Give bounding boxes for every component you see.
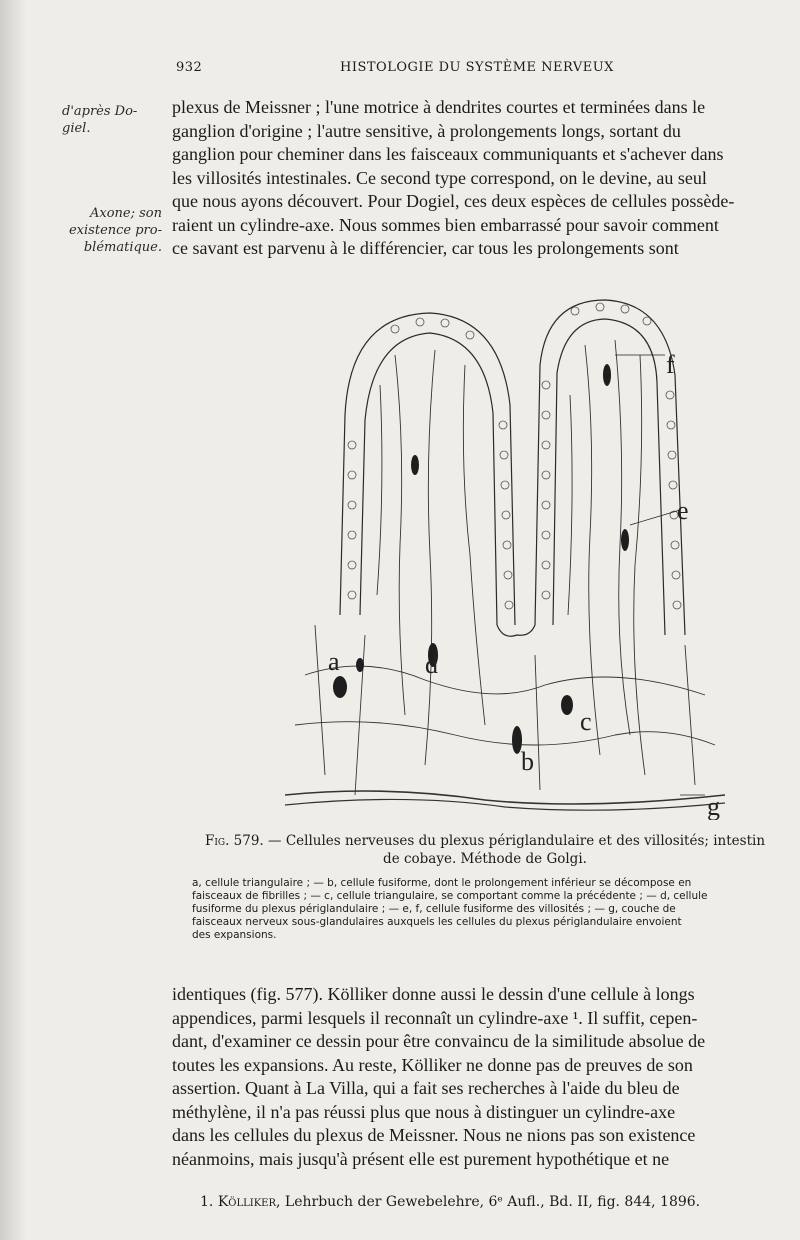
cell-c	[561, 695, 573, 715]
margin-note-line: blématique.	[83, 240, 162, 255]
margin-note-line: existence pro-	[68, 223, 162, 238]
margin-note-dogiel	[62, 103, 162, 137]
text-line: méthylène, il n'a pas réussi plus que nous à distinguer un cylindre-axe	[172, 1101, 676, 1122]
cell-a	[333, 676, 347, 698]
running-head: HISTOLOGIE DU SYSTÈME NERVEUX	[340, 60, 614, 75]
caption-title-1: — Cellules nerveuses du plexus périglandulaire et des villosités; intestin	[263, 833, 766, 849]
margin-note-line: giel.	[62, 121, 91, 136]
text-line: assertion. Quant à La Villa, qui a fait ses recherches à l'aide du bleu de	[172, 1078, 680, 1098]
crypt-outline	[497, 625, 535, 636]
label-a: a	[328, 647, 340, 676]
text-line: toutes les expansions. Au reste, Kölliker ne donne pas de preuves de son	[172, 1054, 693, 1075]
text-line: plexus de Meissner ; l'une motrice à dendrites courtes et terminées dans le	[172, 97, 706, 117]
label-e: e	[677, 496, 689, 525]
text-line: que nous ayons découvert. Pour Dogiel, ces deux espèces de cellules possède-	[172, 191, 735, 211]
text-line: raient un cylindre-axe. Nous sommes bien embarrassé pour savoir comment	[172, 214, 719, 235]
footnote-marker: 1.	[200, 1194, 218, 1210]
text-line: ganglion pour cheminer dans les faisceaux communiquants et s'achever dans	[172, 144, 724, 164]
margin-note-line: d'après Do-	[62, 104, 138, 119]
legend-line: faisceaux de fibrilles ; — c, cellule triangulaire, se comportant comme la précédente ; — d, cellule	[192, 890, 708, 902]
text-line: dant, d'examiner ce dessin pour être convaincu de la similitude absolue de	[172, 1031, 706, 1051]
figure-legend	[192, 877, 780, 942]
page-edge-shadow	[0, 0, 26, 1240]
paragraph-top	[172, 96, 782, 261]
label-b: b	[521, 747, 534, 776]
text-line: ganglion d'origine ; l'autre sensitive, à prolongements longs, sortant du	[172, 120, 681, 141]
cell-f	[603, 364, 611, 386]
text-line: identiques (fig. 577). Kölliker donne aussi le dessin d'une cellule à longs	[172, 984, 695, 1004]
footnote	[200, 1194, 760, 1210]
caption-title-2: de cobaye. Méthode de Golgi.	[383, 851, 587, 867]
right-villus-outline	[535, 300, 685, 635]
histology-drawing	[285, 295, 725, 820]
label-g: g	[707, 792, 720, 820]
legend-line: fusiforme du plexus périglandulaire ; — e, f, cellule fusiforme des villosités ; — g, couche de	[192, 903, 676, 915]
label-f: f	[666, 350, 675, 379]
legend-line: a, cellule triangulaire ; — b, cellule fusiforme, dont le prolongement inférieur se décompose en	[192, 877, 692, 889]
page-number: 932	[176, 60, 203, 75]
text-line: néanmoins, mais jusqu'à présent elle est purement hypothétique et ne	[172, 1148, 670, 1169]
figure-caption	[190, 832, 780, 868]
paragraph-bottom	[172, 983, 782, 1171]
left-villus-outline	[340, 313, 515, 625]
text-line: les villosités intestinales. Ce second type correspond, on le devine, au seul	[172, 167, 707, 188]
figure-number: Fig. 579.	[204, 833, 264, 849]
cell-e	[621, 529, 629, 551]
legend-line: faisceaux nerveux sous-glandulaires auxquels les cellules du plexus périglandulaire envoient	[192, 916, 682, 928]
label-c: c	[580, 707, 592, 736]
page-header	[0, 60, 800, 82]
footnote-text: , Lehrbuch der Gewebelehre, 6ᵉ Aufl., Bd. II, fig. 844, 1896.	[276, 1194, 701, 1210]
legend-line: des expansions.	[192, 929, 277, 941]
footnote-author: Kölliker	[217, 1194, 277, 1210]
text-line: ce savant est parvenu à le différencier, car tous les prolongements sont	[172, 238, 679, 258]
margin-note-line: Axone; son	[90, 206, 162, 221]
text-line: dans les cellules du plexus de Meissner. Nous ne nions pas son existence	[172, 1125, 696, 1145]
text-line: appendices, parmi lesquels il reconnaît un cylindre-axe ¹. Il suffit, cepen-	[172, 1007, 698, 1028]
label-d: d	[425, 650, 438, 679]
figure-579-illustration	[285, 295, 725, 820]
margin-note-axone	[62, 205, 162, 256]
